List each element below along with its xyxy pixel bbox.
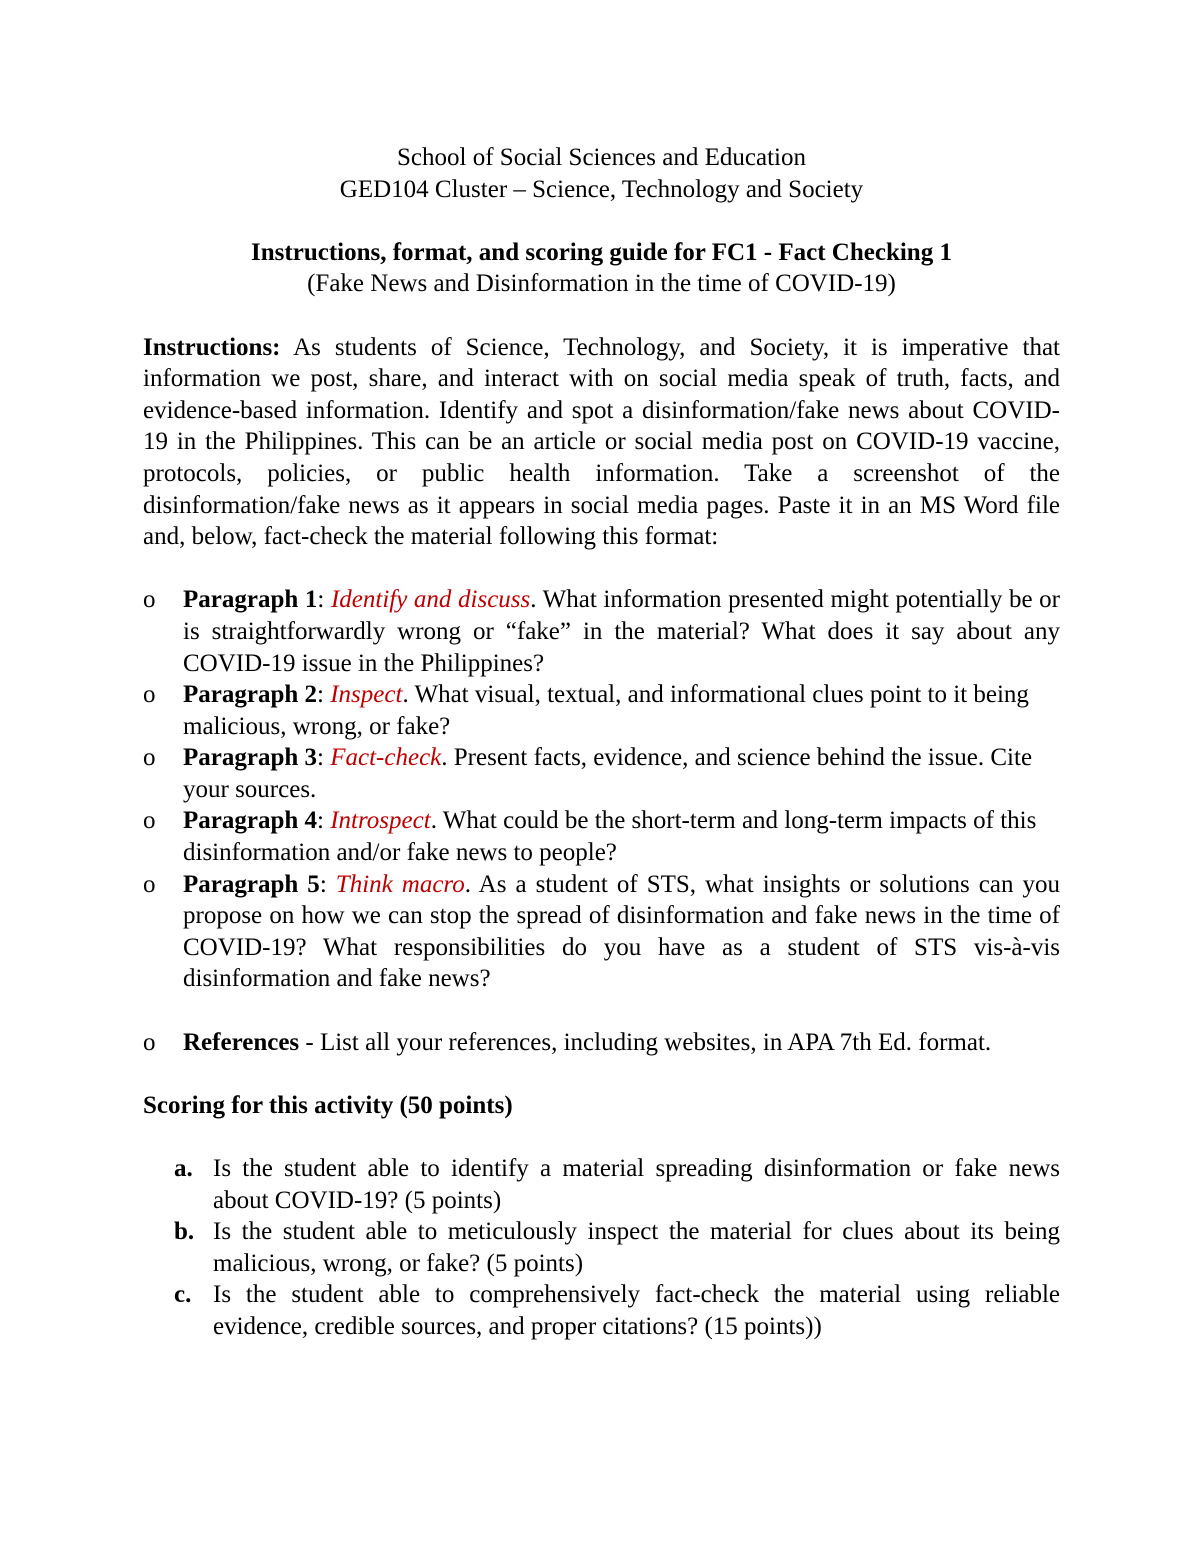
spacer (143, 300, 1060, 332)
format-item-label: Paragraph 1 (183, 586, 318, 614)
bullet-icon: o (143, 586, 156, 614)
format-item-separator: : (319, 870, 336, 898)
format-item-task: Inspect (330, 681, 403, 709)
spacer (143, 995, 1060, 1027)
scoring-item-a (174, 1153, 1060, 1216)
format-item-task: Introspect (330, 807, 431, 835)
scoring-item-c (174, 1279, 1060, 1342)
format-item-paragraph-4 (143, 805, 1060, 868)
format-item-separator: : (317, 744, 331, 772)
document-title: Instructions, format, and scoring guide for FC1 - Fact Checking 1 (251, 238, 952, 266)
bullet-icon: o (143, 807, 156, 835)
instructions-text: As students of Science, Technology, and Society, it is imperative that information we post, share, and interact with on social media speak of truth, facts, and evidence-based information. Identify and spot a disinformation/fake news about COVID-19 in the Philippines. This can be an article or social media post on COVID-19 vaccine, protocols, policies, or public health information. Take a screenshot of the disinformation/fake news as it appears in social media pages. Paste it in an MS Word file and, below, fact-check the material following this format: (143, 333, 1060, 551)
school-name: School of Social Sciences and Education (397, 144, 806, 171)
format-list (143, 584, 1060, 995)
format-item-body (183, 869, 1060, 995)
format-item-text: . What information presented might potentially be or is straightforwardly wrong or “fake” in the material? What does it say about any COVID-19 issue in the Philippines? (183, 586, 1060, 677)
instructions-paragraph (143, 332, 1060, 553)
format-item-task: Fact-check (330, 744, 442, 772)
format-item-label: Paragraph 5 (183, 870, 320, 898)
format-item-paragraph-1 (143, 584, 1060, 679)
scoring-item-text: Is the student able to meticulously inspect the material for clues about its being malicious, wrong, or fake? (5 points) (213, 1218, 1060, 1277)
format-item-label: Paragraph 4 (183, 807, 318, 835)
format-item-paragraph-5 (143, 869, 1060, 995)
format-item-task: Identify and discuss (330, 586, 531, 614)
format-item-paragraph-3 (143, 742, 1060, 805)
scoring-item-letter: a. (174, 1155, 193, 1182)
references-body (183, 1027, 1060, 1059)
scoring-item-b (174, 1216, 1060, 1279)
format-item-paragraph-2 (143, 679, 1060, 742)
spacer (143, 1121, 1060, 1153)
spacer (143, 1058, 1060, 1090)
format-item-body (183, 742, 1060, 805)
format-item-body (183, 805, 1060, 868)
bullet-icon: o (143, 681, 156, 709)
format-item-task: Think macro (335, 870, 465, 898)
format-item-separator: : (317, 586, 331, 614)
format-item-text: . As a student of STS, what insights or solutions can you propose on how we can stop the spread of disinformation and fake news in the time of COVID-19? What responsibilities do you have as a student of STS vis-à-vis disinformation and fake news? (183, 870, 1060, 993)
scoring-item-text: Is the student able to comprehensively fact-check the material using reliable evidence, credible sources, and proper citations? (15 points)) (213, 1281, 1060, 1340)
format-item-body (183, 679, 1060, 742)
instructions-label: Instructions: (143, 333, 281, 361)
format-item-text: . What could be the short-term and long-term impacts of this disinformation and/or fake news to people? (183, 807, 1037, 867)
course-name: GED104 Cluster – Science, Technology and Society (339, 175, 864, 203)
format-item-text: . Present facts, evidence, and science behind the issue. Cite your sources. (183, 744, 1033, 803)
references-item (143, 1027, 1060, 1059)
scoring-item-letter: b. (174, 1218, 195, 1246)
format-item-separator: : (317, 681, 331, 709)
document-subtitle: (Fake News and Disinformation in the time of COVID-19) (307, 270, 896, 298)
format-item-separator: : (317, 807, 331, 835)
scoring-item-text: Is the student able to identify a material spreading disinformation or fake news about COVID-19? (5 points) (213, 1155, 1060, 1214)
format-item-label: Paragraph 2 (183, 681, 318, 709)
bullet-icon: o (143, 1028, 156, 1056)
spacer (143, 205, 1060, 237)
scoring-heading: Scoring for this activity (50 points) (143, 1091, 513, 1119)
format-item-label: Paragraph 3 (183, 744, 318, 772)
spacer (143, 553, 1060, 585)
references-label: References (183, 1028, 300, 1056)
document-body (143, 142, 1060, 1343)
format-item-text: . What visual, textual, and informational clues point to it being malicious, wrong, or fake? (183, 681, 1029, 740)
scoring-item-letter: c. (174, 1281, 192, 1309)
references-text: - List all your references, including websites, in APA 7th Ed. format. (299, 1028, 992, 1056)
format-item-body (183, 584, 1060, 679)
scoring-list (174, 1153, 1060, 1343)
bullet-icon: o (143, 870, 156, 898)
bullet-icon: o (143, 744, 156, 772)
